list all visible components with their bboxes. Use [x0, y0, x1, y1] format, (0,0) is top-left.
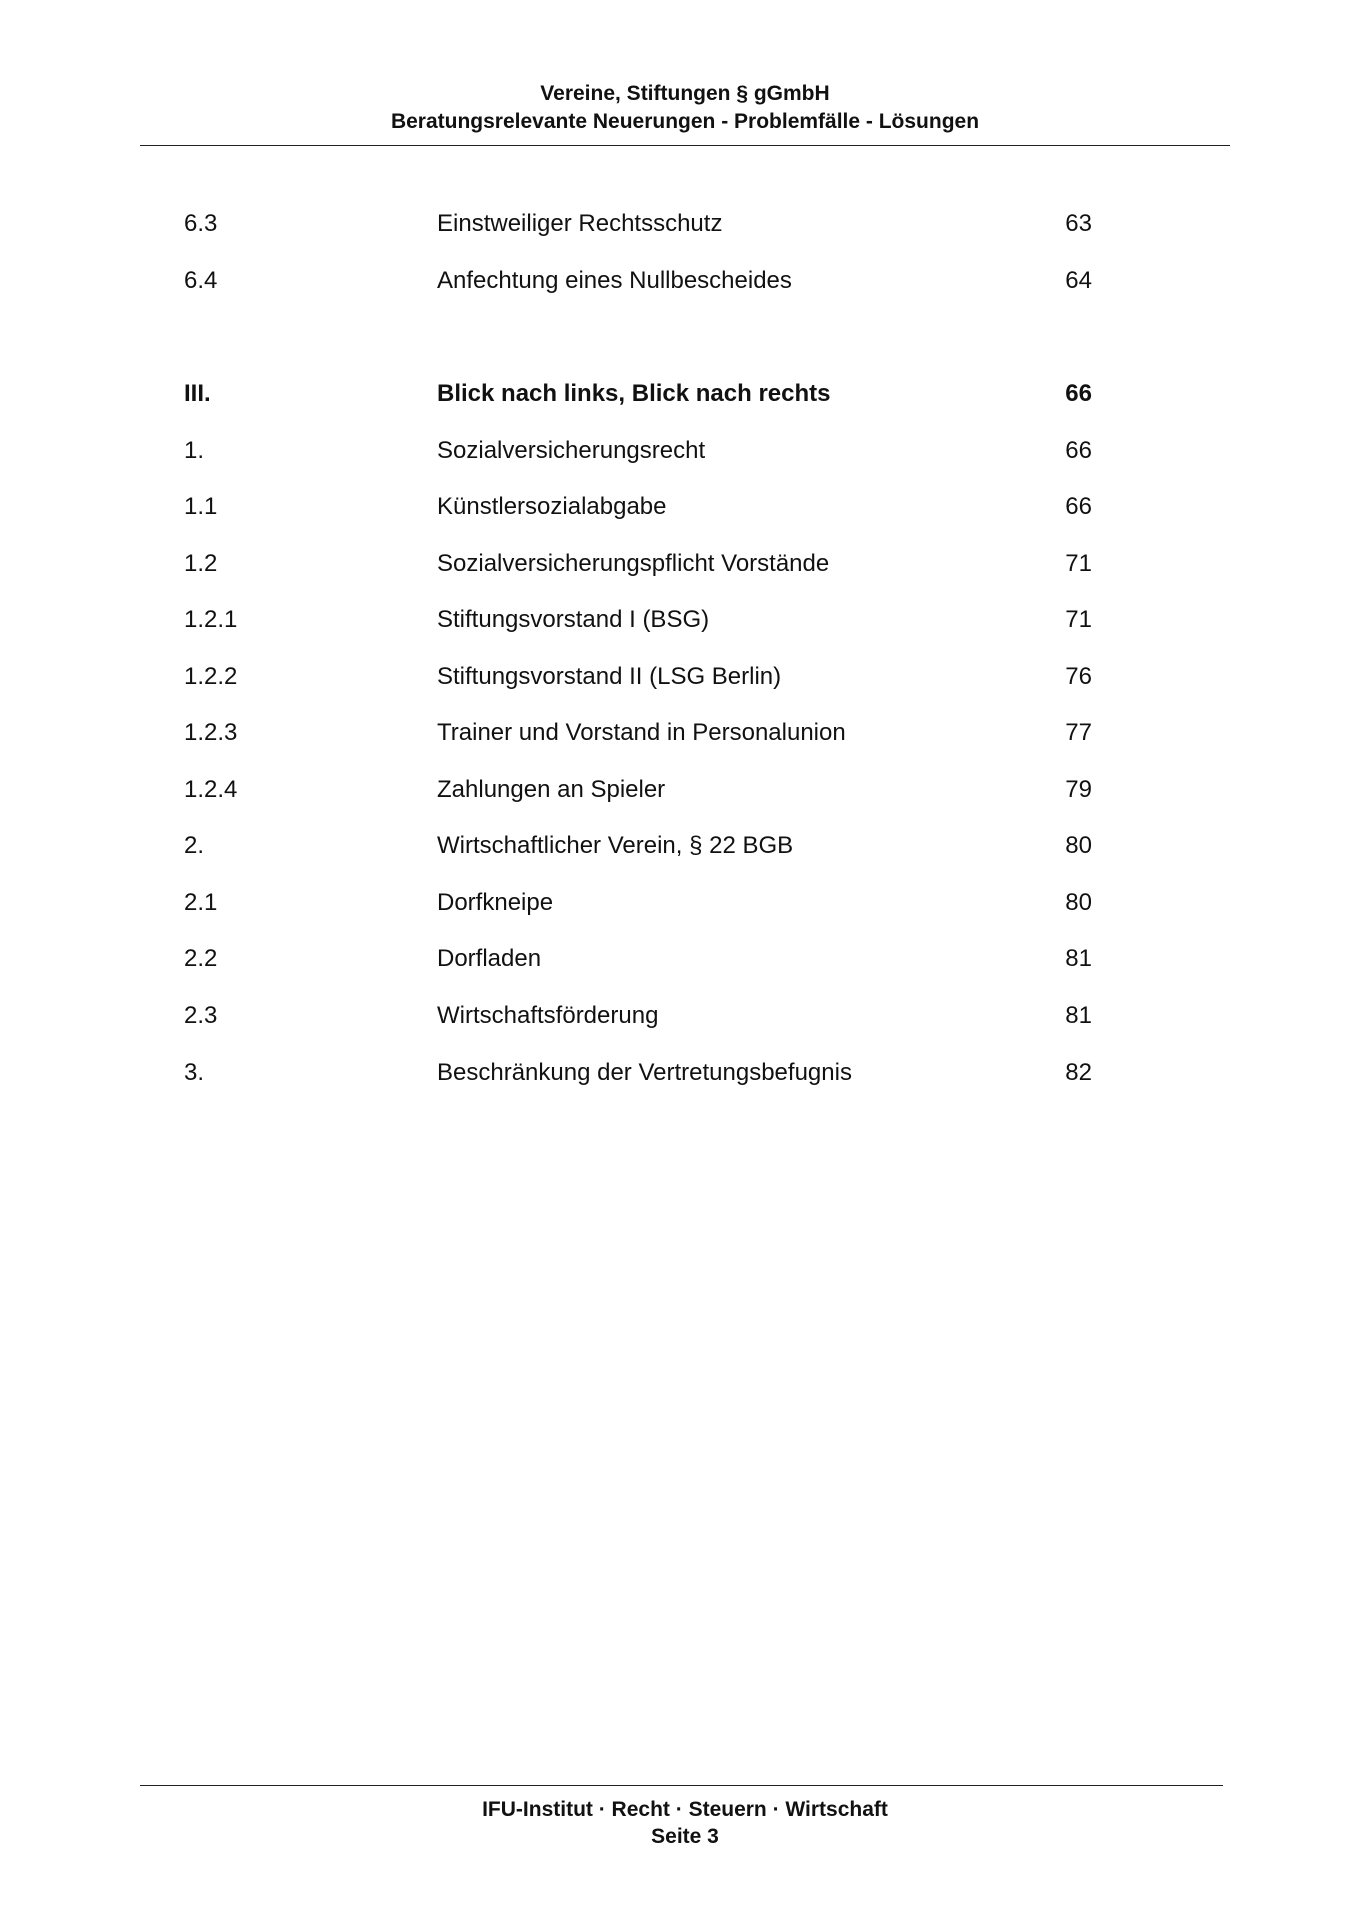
- toc-entry-number: 6.4: [184, 267, 218, 294]
- toc-entry-page: 66: [1065, 493, 1092, 520]
- toc-entry-number: 1.2.4: [184, 776, 238, 803]
- toc-entry: [0, 265, 1357, 297]
- toc-entry-page: 71: [1065, 606, 1092, 633]
- toc-entry-number: 1.: [184, 437, 205, 464]
- toc-entry: [0, 830, 1357, 862]
- toc-entry-number: 2.3: [184, 1002, 218, 1029]
- toc-entry-page: 63: [1065, 210, 1092, 237]
- toc-entry-page: 66: [1065, 380, 1092, 407]
- toc-entry: [0, 774, 1357, 806]
- toc-entry-page: 80: [1065, 832, 1092, 859]
- toc-entry-page: 81: [1065, 1002, 1092, 1029]
- toc-entry-page: 77: [1065, 719, 1092, 746]
- toc-entry-page: 71: [1065, 550, 1092, 577]
- toc-entry-number: 2.2: [184, 945, 218, 972]
- page-number: Seite 3: [651, 1825, 719, 1848]
- footer-institute: IFU-Institut · Recht · Steuern · Wirtschaft: [482, 1798, 888, 1821]
- toc-entry-title: Sozialversicherungsrecht: [437, 437, 706, 464]
- page-footer: [140, 1796, 1230, 1850]
- toc-entry: [0, 208, 1357, 240]
- toc-entry-page: 66: [1065, 437, 1092, 464]
- toc-entry: [0, 887, 1357, 919]
- toc-entry-number: 2.1: [184, 889, 218, 916]
- toc-entry-number: 1.2.1: [184, 606, 238, 633]
- toc-entry-title: Wirtschaftsförderung: [437, 1002, 659, 1029]
- toc-entry: [0, 491, 1357, 523]
- toc-entry-title: Stiftungsvorstand II (LSG Berlin): [437, 663, 782, 690]
- toc-entry-number: III.: [184, 380, 211, 407]
- toc-section-heading: [0, 378, 1357, 410]
- toc-entry-page: 81: [1065, 945, 1092, 972]
- toc-entry: [0, 435, 1357, 467]
- toc-entry: [0, 1057, 1357, 1089]
- toc-entry-number: 6.3: [184, 210, 218, 237]
- toc-entry-page: 79: [1065, 776, 1092, 803]
- toc-entry-title: Dorfladen: [437, 945, 542, 972]
- header-subtitle: Beratungsrelevante Neuerungen - Problemfälle - Lösungen: [390, 110, 980, 133]
- toc-entry: [0, 943, 1357, 975]
- toc-entry-page: 64: [1065, 267, 1092, 294]
- toc-entry-title: Sozialversicherungspflicht Vorstände: [437, 550, 830, 577]
- toc-entry-title: Trainer und Vorstand in Personalunion: [437, 719, 846, 746]
- toc-entry-page: 82: [1065, 1059, 1092, 1086]
- toc-entry-title: Dorfkneipe: [437, 889, 554, 916]
- header-title: Vereine, Stiftungen § gGmbH: [540, 82, 830, 105]
- toc-entry-page: 80: [1065, 889, 1092, 916]
- footer-divider: [140, 1785, 1223, 1786]
- toc-entry-number: 2.: [184, 832, 205, 859]
- toc-entry: [0, 604, 1357, 636]
- toc-entry-number: 1.1: [184, 493, 218, 520]
- toc-entry-title: Stiftungsvorstand I (BSG): [437, 606, 710, 633]
- toc-entry-title: Blick nach links, Blick nach rechts: [437, 380, 831, 407]
- toc-entry-number: 1.2.3: [184, 719, 238, 746]
- toc-entry: [0, 1000, 1357, 1032]
- toc-entry: [0, 717, 1357, 749]
- toc-entry-title: Anfechtung eines Nullbescheides: [437, 267, 792, 294]
- toc-entry-page: 76: [1065, 663, 1092, 690]
- page-header: [140, 80, 1230, 136]
- toc-entry: [0, 548, 1357, 580]
- toc-entry: [0, 661, 1357, 693]
- toc-entry-title: Beschränkung der Vertretungsbefugnis: [437, 1059, 852, 1086]
- toc-entry-number: 1.2.2: [184, 663, 238, 690]
- toc-entry-title: Wirtschaftlicher Verein, § 22 BGB: [437, 832, 794, 859]
- toc-entry-title: Zahlungen an Spieler: [437, 776, 666, 803]
- header-divider: [140, 145, 1230, 146]
- toc-entry-number: 1.2: [184, 550, 218, 577]
- toc-entry-title: Künstlersozialabgabe: [437, 493, 667, 520]
- toc-entry-number: 3.: [184, 1059, 205, 1086]
- toc-entry-title: Einstweiliger Rechtsschutz: [437, 210, 723, 237]
